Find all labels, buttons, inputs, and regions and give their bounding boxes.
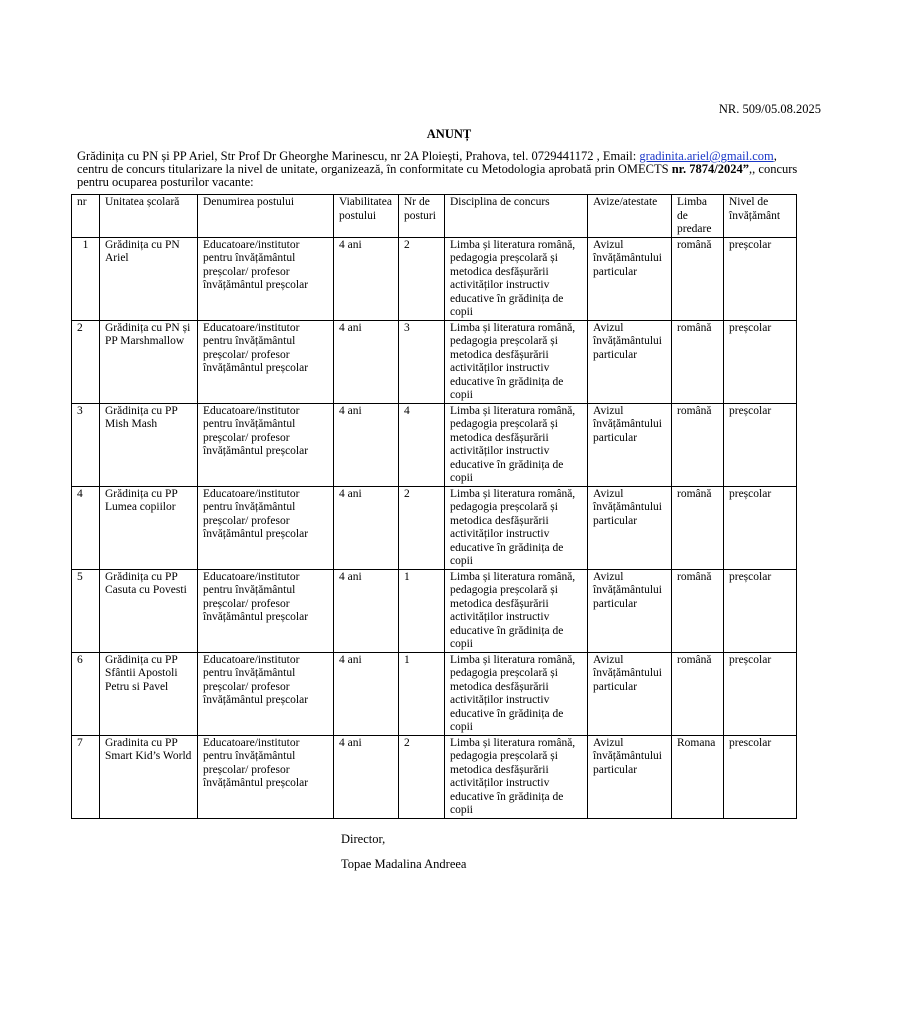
cell-count: 2 (399, 237, 445, 320)
cell-unit: Grădinița cu PP Casuta cu Povesti (100, 569, 198, 652)
cell-language: română (672, 237, 724, 320)
cell-post: Educatoare/institutor pentru învățământul preșcolar/ profesor învățământul preșcolar (198, 237, 334, 320)
cell-discipline: Limba și literatura română, pedagogia preșcolară și metodica desfășurării activităților instructiv educative în grădinița de copii (445, 320, 588, 403)
cell-level: preșcolar (724, 320, 797, 403)
cell-level: preșcolar (724, 403, 797, 486)
table-row (72, 320, 797, 403)
cell-count: 1 (399, 569, 445, 652)
email-link[interactable]: gradinita.ariel@gmail.com (639, 149, 774, 163)
signature-role: Director, (341, 832, 386, 846)
cell-viability: 4 ani (334, 735, 399, 818)
intro-line1: Grădinița cu PN și PP Ariel, Str Prof Dr Gheorghe Marinescu, nr 2A Ploiești, Prahova, tel. 0729441172 , Email: (77, 149, 640, 163)
column-header: nr (72, 195, 100, 238)
column-header: Unitatea școlară (100, 195, 198, 238)
cell-nr: 4 (72, 486, 100, 569)
table-row (72, 569, 797, 652)
cell-viability: 4 ani (334, 320, 399, 403)
table-header-row (72, 195, 797, 238)
table-row (72, 735, 797, 818)
cell-post: Educatoare/institutor pentru învățământul preșcolar/ profesor învățământul preșcolar (198, 320, 334, 403)
cell-avize: Avizul învățământului particular (588, 403, 672, 486)
cell-viability: 4 ani (334, 486, 399, 569)
cell-post: Educatoare/institutor pentru învățământul preșcolar/ profesor învățământul preșcolar (198, 569, 334, 652)
cell-level: preșcolar (724, 569, 797, 652)
intro-line2-end: ,, concurs (749, 162, 798, 176)
cell-discipline: Limba și literatura română, pedagogia preșcolară și metodica desfășurării activităților instructiv educative în grădinița de copii (445, 403, 588, 486)
document-number: NR. 509/05.08.2025 (718, 102, 821, 116)
cell-language: română (672, 486, 724, 569)
cell-avize: Avizul învățământului particular (588, 652, 672, 735)
cell-viability: 4 ani (334, 569, 399, 652)
cell-count: 2 (399, 486, 445, 569)
cell-level: preșcolar (724, 652, 797, 735)
vacancies-table (71, 194, 797, 819)
cell-unit: Grădinița cu PP Mish Mash (100, 403, 198, 486)
cell-discipline: Limba și literatura română, pedagogia preșcolară și metodica desfășurării activităților instructiv educative în grădinița de copii (445, 237, 588, 320)
cell-discipline: Limba și literatura română, pedagogia preșcolară și metodica desfășurării activităților instructiv educative în grădinița de copii (445, 486, 588, 569)
column-header: Nivel de învățământ (724, 195, 797, 238)
cell-viability: 4 ani (334, 652, 399, 735)
cell-language: română (672, 403, 724, 486)
cell-nr: 5 (72, 569, 100, 652)
cell-nr: 7 (72, 735, 100, 818)
cell-avize: Avizul învățământului particular (588, 320, 672, 403)
cell-nr: 1 (72, 237, 100, 320)
signature-name: Topae Madalina Andreea (341, 857, 467, 871)
cell-level: prescolar (724, 735, 797, 818)
cell-unit: Grădinița cu PP Sfântii Apostoli Petru si Pavel (100, 652, 198, 735)
cell-post: Educatoare/institutor pentru învățământul preșcolar/ profesor învățământul preșcolar (198, 403, 334, 486)
cell-avize: Avizul învățământului particular (588, 486, 672, 569)
cell-language: română (672, 569, 724, 652)
cell-nr: 3 (72, 403, 100, 486)
column-header: Nr de posturi (399, 195, 445, 238)
column-header: Denumirea postului (198, 195, 334, 238)
cell-post: Educatoare/institutor pentru învățământul preșcolar/ profesor învățământul preșcolar (198, 652, 334, 735)
cell-post: Educatoare/institutor pentru învățământul preșcolar/ profesor învățământul preșcolar (198, 486, 334, 569)
intro-line3: pentru ocuparea posturilor vacante: (77, 175, 254, 189)
cell-viability: 4 ani (334, 403, 399, 486)
cell-nr: 2 (72, 320, 100, 403)
table-row (72, 486, 797, 569)
cell-discipline: Limba și literatura română, pedagogia preșcolară și metodica desfășurării activităților instructiv educative în grădinița de copii (445, 652, 588, 735)
cell-level: preșcolar (724, 486, 797, 569)
cell-count: 4 (399, 403, 445, 486)
table-row (72, 652, 797, 735)
cell-avize: Avizul învățământului particular (588, 237, 672, 320)
column-header: Limba de predare (672, 195, 724, 238)
cell-discipline: Limba și literatura română, pedagogia preșcolară și metodica desfășurării activităților instructiv educative în grădinița de copii (445, 735, 588, 818)
cell-avize: Avizul învățământului particular (588, 569, 672, 652)
page-title: ANUNȚ (426, 127, 472, 141)
intro-line1-end: , (773, 149, 777, 163)
cell-count: 1 (399, 652, 445, 735)
cell-unit: Grădinița cu PN Ariel (100, 237, 198, 320)
cell-unit: Grădinița cu PN și PP Marshmallow (100, 320, 198, 403)
table-row (72, 403, 797, 486)
cell-language: română (672, 652, 724, 735)
intro-paragraph (77, 150, 837, 189)
column-header: Avize/atestate (588, 195, 672, 238)
cell-avize: Avizul învățământului particular (588, 735, 672, 818)
column-header: Viabilitatea postului (334, 195, 399, 238)
cell-unit: Grădinița cu PP Lumea copiilor (100, 486, 198, 569)
column-header: Disciplina de concurs (445, 195, 588, 238)
cell-language: română (672, 320, 724, 403)
cell-level: preșcolar (724, 237, 797, 320)
cell-viability: 4 ani (334, 237, 399, 320)
order-number: nr. 7874/2024” (671, 162, 750, 176)
intro-line2: centru de concurs titularizare la nivel de unitate, organizează, în conformitate cu Metodologia aprobată prin OMECTS (77, 162, 672, 176)
cell-nr: 6 (72, 652, 100, 735)
cell-post: Educatoare/institutor pentru învățământul preșcolar/ profesor învățământul preșcolar (198, 735, 334, 818)
cell-language: Romana (672, 735, 724, 818)
cell-count: 3 (399, 320, 445, 403)
cell-unit: Gradinita cu PP Smart Kid’s World (100, 735, 198, 818)
cell-discipline: Limba și literatura română, pedagogia preșcolară și metodica desfășurării activităților instructiv educative în grădinița de copii (445, 569, 588, 652)
cell-count: 2 (399, 735, 445, 818)
table-row (72, 237, 797, 320)
